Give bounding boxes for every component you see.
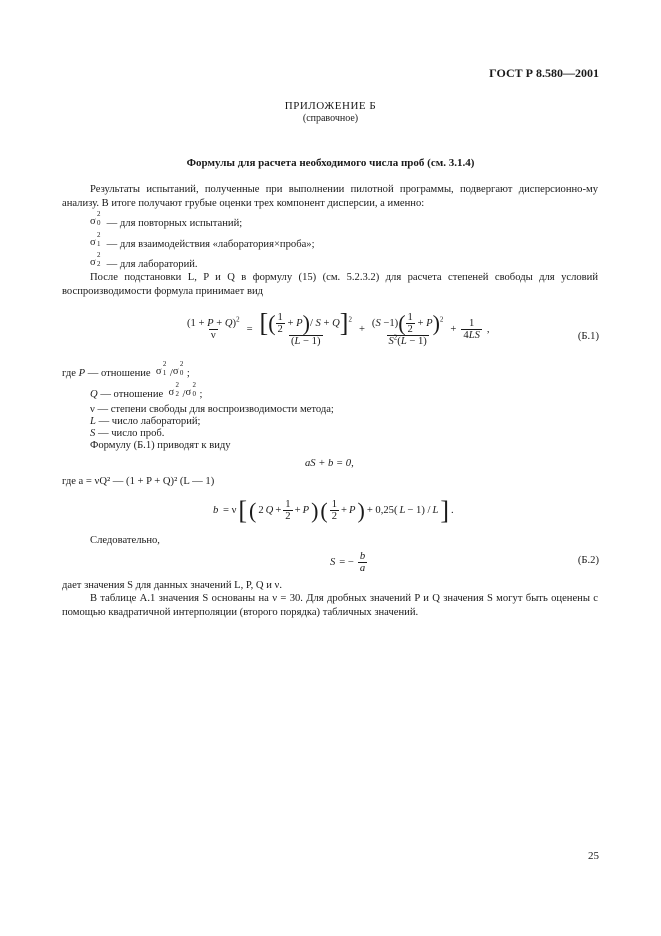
component-text: — для лабораторий. bbox=[106, 259, 198, 270]
table-note-paragraph: В таблице А.1 значения S основаны на ν = 30. Для дробных значений P и Q значения S могут быть оценены с помощью квадратичной интерполяции (второго порядка) табличных значений. bbox=[62, 593, 598, 618]
second-term: (S −1)( $\frac{1}{2}$ + P)$^2$ $S^2(L - 1)$ bbox=[371, 310, 444, 347]
reduce-sentence: Формулу (Б.1) приводят к виду bbox=[90, 440, 231, 451]
equation-b2: S = − $\frac{b}{a}$ bbox=[330, 551, 366, 574]
section-title: Формулы для расчета необходимого числа проб (см. 3.1.4) bbox=[186, 157, 475, 169]
where-row-p: где P — отношение σ 2 1 / σ 2 0 ; bbox=[62, 360, 190, 379]
component-text: — для взаимодействия «лаборатория×проба»; bbox=[106, 239, 315, 250]
where-row-nu: ν — степени свободы для воспроизводимости метода; bbox=[90, 404, 334, 415]
a-definition: где a = νQ² — (1 + P + Q)² (L — 1) bbox=[62, 476, 215, 487]
sigma-symbol: σ 2 0 bbox=[90, 210, 101, 227]
where-row-l: L — число лабораторий; bbox=[90, 416, 201, 427]
first-term: [( $\frac{1}{2}$ + P)/ S + Q]$^2$ (L − 1) bbox=[259, 308, 352, 347]
equation-number-b1: (Б.1) bbox=[577, 331, 599, 342]
sigma-symbol: σ 2 2 bbox=[90, 251, 101, 268]
equation-number-b2: (Б.2) bbox=[577, 555, 599, 566]
component-row bbox=[90, 251, 198, 270]
appendix-type: (справочное) bbox=[302, 113, 359, 124]
equation-b1: $\frac{(1 + P + Q)^2}{\nu}$ = [( $\frac{1}{2}$ + P)/ S + Q]$^2$ (L − 1) + (S −1)( $\frac{1}{2}$ + P)$^2$ $S^2(L - 1)$ + $\frac{1}{4LS}$ , bbox=[187, 308, 490, 347]
where-row-s: S — число проб. bbox=[90, 428, 165, 439]
appendix-label: ПРИЛОЖЕНИЕ Б bbox=[284, 100, 377, 112]
page-number: 25 bbox=[588, 850, 599, 862]
standard-header: ГОСТ Р 8.580—2001 bbox=[489, 66, 599, 80]
third-term: $\frac{1}{4LS}$ bbox=[463, 318, 480, 341]
gives-sentence: дает значения S для данных значений L, P, Q и ν. bbox=[62, 580, 282, 591]
component-row bbox=[90, 231, 315, 250]
component-row bbox=[90, 210, 243, 229]
intro-paragraph: Результаты испытаний, полученные при выполнении пилотной программы, подвергают дисперсионно-му анализу. В итоге получают грубые оценки трех компонент дисперсии, а именно: bbox=[62, 184, 598, 209]
therefore-word: Следовательно, bbox=[90, 535, 160, 546]
lhs-fraction: $\frac{(1 + P + Q)^2}{\nu}$ bbox=[187, 315, 240, 341]
sigma-symbol: σ 2 1 bbox=[90, 231, 101, 248]
where-row-q: Q — отношение σ 2 2 / σ 2 0 ; bbox=[90, 381, 203, 400]
b-definition: b = ν [ ( 2 Q + $\frac{1}{2}$ + P ) ( $\frac{1}{2}$ + P ) + 0,25( L − 1) / L ] . bbox=[213, 495, 454, 525]
substitution-paragraph: После подстановки L, P и Q в формулу (15) (см. 5.2.3.2) для расчета степеней свободы для условий воспроизводимости формула принимает вид bbox=[62, 272, 598, 297]
component-text: — для повторных испытаний; bbox=[106, 218, 243, 229]
linear-equation: aS + b = 0, bbox=[305, 458, 354, 469]
